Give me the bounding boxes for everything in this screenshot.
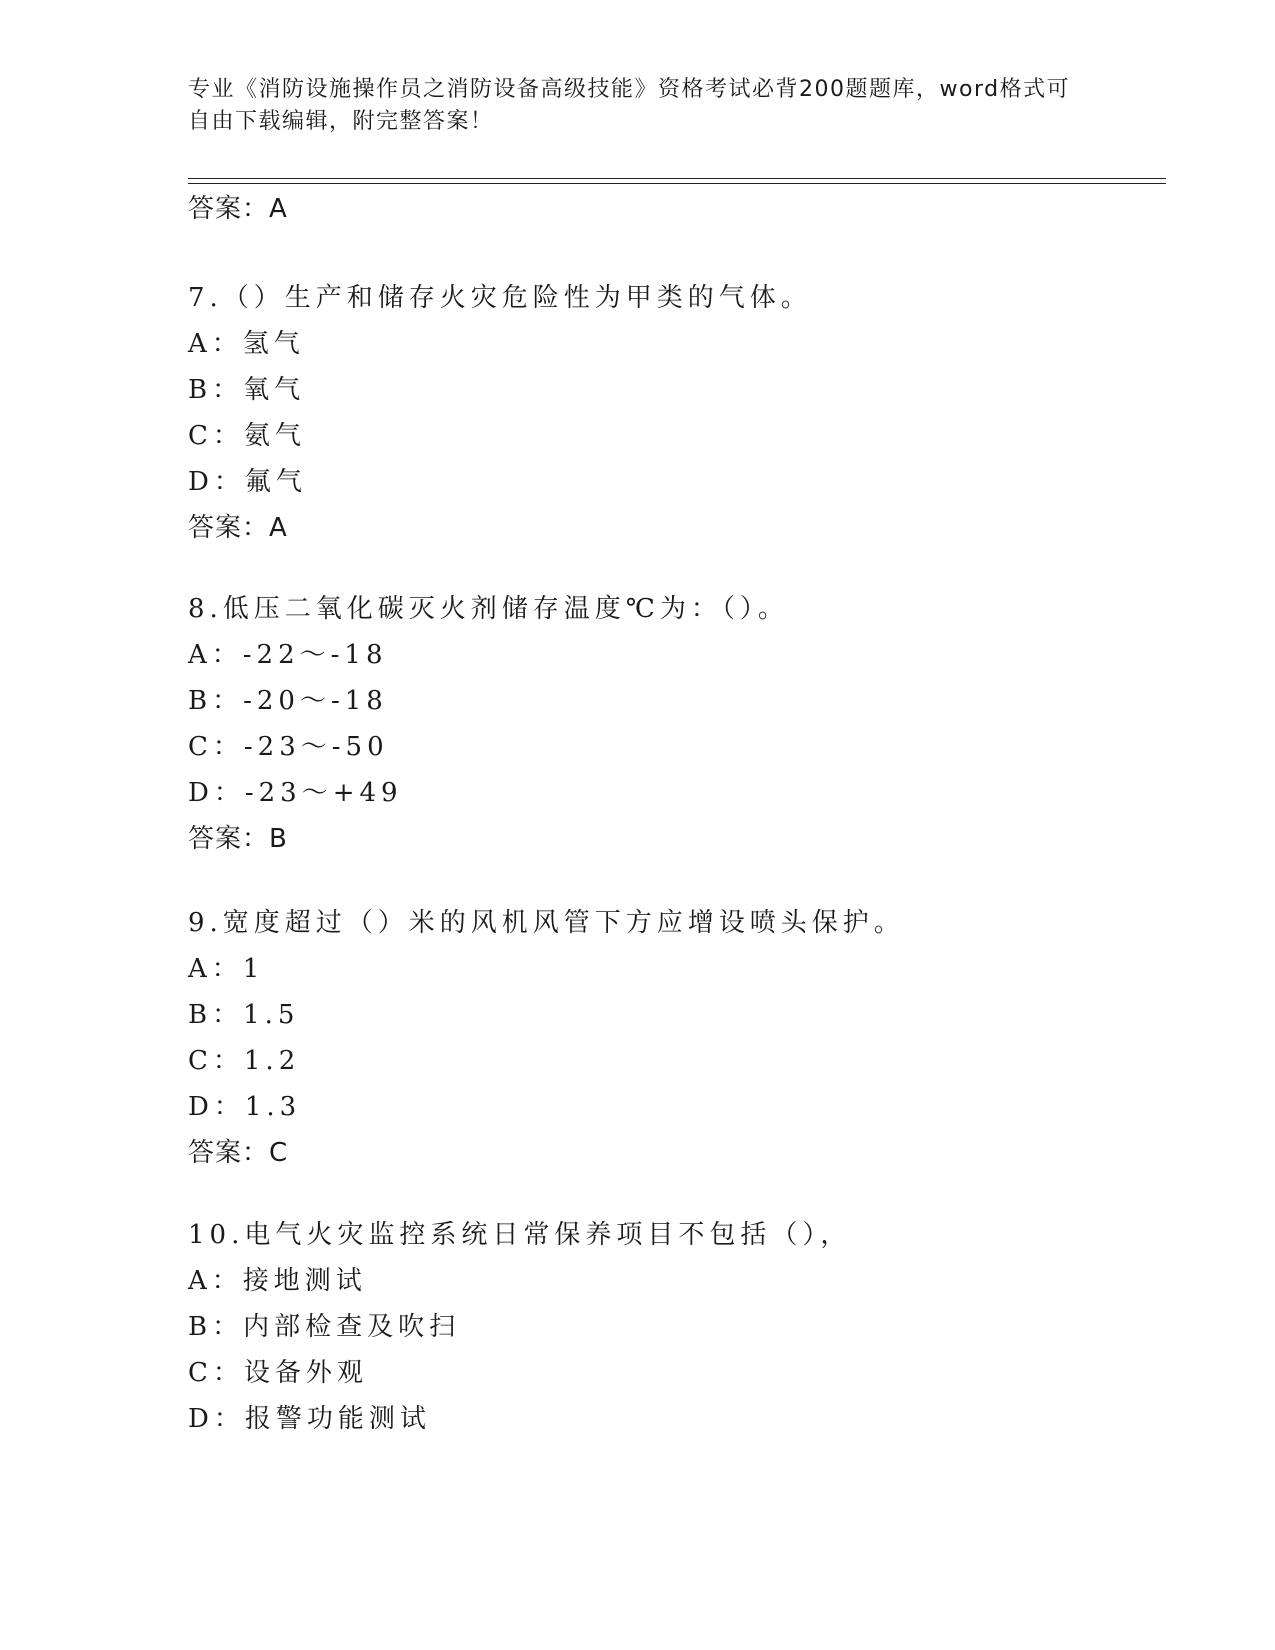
option-c: C：氨气: [188, 421, 306, 451]
question-stem: 9.宽度超过（）米的风机风管下方应增设喷头保护。: [188, 908, 905, 938]
question-block-10: [188, 1212, 1168, 1442]
question-stem: 7.（）生产和储存火灾危险性为甲类的气体。: [188, 283, 812, 313]
option-a: A：-22～-18: [188, 640, 388, 670]
answer-label: 答案：A: [188, 513, 288, 543]
question-block-9: [188, 900, 1168, 1176]
option-a: A：氢气: [188, 329, 305, 359]
header-divider-bottom: [188, 183, 1166, 184]
question-block-8: [188, 586, 1168, 862]
option-b: B：1.5: [188, 1000, 300, 1030]
question-stem: 8.低压二氧化碳灭火剂储存温度℃为：（）。: [188, 594, 789, 624]
option-c: C：-23～-50: [188, 732, 389, 762]
answer-label: 答案：B: [188, 824, 288, 854]
option-b: B：内部检查及吹扫: [188, 1312, 461, 1342]
option-c: C：设备外观: [188, 1358, 368, 1388]
option-b: B：-20～-18: [188, 686, 388, 716]
option-b: B：氧气: [188, 375, 306, 405]
option-a: A：1: [188, 954, 265, 984]
option-d: D：1.3: [188, 1092, 302, 1122]
option-d: D：氟气: [188, 467, 307, 497]
header-divider-top: [188, 178, 1166, 179]
option-c: C：1.2: [188, 1046, 301, 1076]
answer-label: 答案：A: [188, 194, 288, 224]
option-d: D：报警功能测试: [188, 1404, 431, 1434]
question-block-7: [188, 275, 1168, 551]
question-stem: 10.电气火灾监控系统日常保养项目不包括（），: [188, 1220, 852, 1250]
option-d: D：-23～+49: [188, 778, 403, 808]
previous-answer-block: [188, 186, 1168, 232]
option-a: A：接地测试: [188, 1266, 367, 1296]
document-header: 专业《消防设施操作员之消防设备高级技能》资格考试必背200题题库，word格式可自由下载编辑，附完整答案！: [188, 77, 1071, 134]
answer-label: 答案：C: [188, 1138, 289, 1168]
